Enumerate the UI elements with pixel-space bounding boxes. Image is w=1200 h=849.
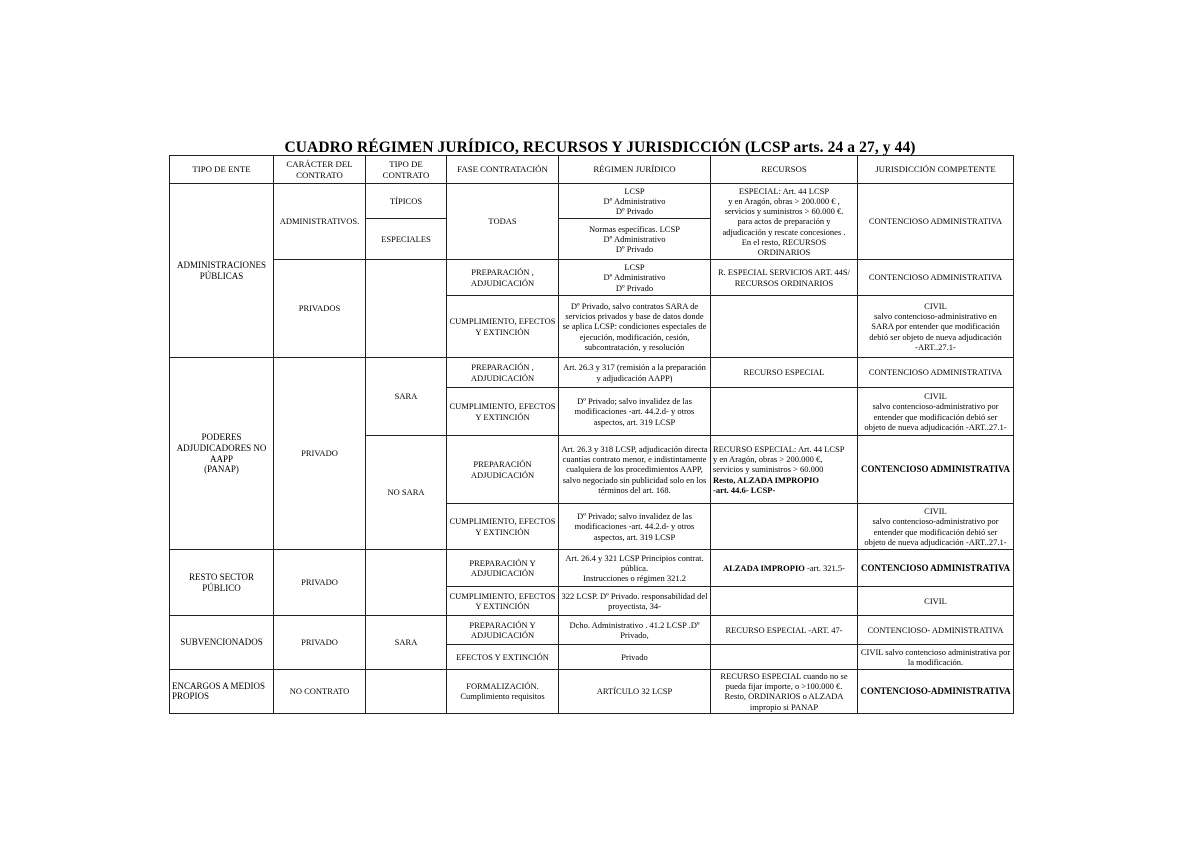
text-line: Dº Administrativo (603, 233, 666, 244)
table-row (170, 550, 1014, 587)
text-line: para actos de preparación y (737, 216, 831, 227)
text-line: Resto, ALZADA IMPROPIO (713, 474, 820, 485)
recursos-empty (711, 587, 858, 616)
regimen-tipicos (559, 184, 711, 219)
fase-formalizacion (447, 670, 559, 714)
jurisdiccion-preparacion: CONTENCIOSO ADMINISTRATIVA (858, 358, 1014, 388)
ente-encargos: ENCARGOS A MEDIOS PROPIOS (170, 670, 274, 714)
text-line: RECURSO ESPECIAL cuando no se (720, 671, 848, 681)
text-line: Resto, ORDINARIOS o ALZADA (724, 691, 844, 702)
recursos-empty (711, 388, 858, 436)
text-line: (PANAP) (204, 464, 239, 475)
header-fase: FASE CONTRATACIÓN (447, 156, 559, 184)
jurisdiccion-preparacion: CONTENCIOSO ADMINISTRATIVA (858, 260, 1014, 296)
regimen-preparacion: Art. 26.3 y 317 (remisión a la preparación y adjudicación AAPP) (559, 358, 711, 388)
tipo-tipicos: TÍPICOS (366, 184, 447, 219)
regimen-cumplimiento: Dº Privado, salvo contratos SARA de servicios privados y base de datos donde se aplica LCSP: condiciones especiales de ejecución, modificación, cesión, subcontratación, y resolución (559, 296, 711, 358)
text-line: servicios y suministros > 60.000 €. (724, 206, 844, 217)
recursos-preparacion: RECURSO ESPECIAL -ART. 47- (711, 616, 858, 645)
fase-todas: TODAS (447, 184, 559, 260)
fase-cumplimiento: CUMPLIMIENTO, EFECTOS Y EXTINCIÓN (447, 504, 559, 550)
fase-preparacion: PREPARACIÓN , ADJUDICACIÓN (447, 358, 559, 388)
text-line: entender que modificación debió ser (873, 411, 998, 422)
text-line: servicios y suministros > 60.000 (713, 464, 824, 475)
text-line: PODERES (201, 431, 242, 442)
jurisdiccion-administrativos: CONTENCIOSO ADMINISTRATIVA (858, 184, 1014, 260)
text-line: CIVIL (924, 301, 947, 312)
text-line: ESPECIAL: Art. 44 LCSP (738, 185, 830, 196)
text-line: objeto de nueva adjudicación -ART..27.1- (864, 421, 1007, 432)
recursos-empty (711, 504, 858, 550)
regimen-efectos: Privado (559, 645, 711, 670)
text-line: pueda fijar importe, o >100.000 €. (725, 681, 843, 692)
fase-cumplimiento: CUMPLIMIENTO, EFECTOS Y EXTINCIÓN (447, 296, 559, 358)
recursos-preparacion: RECURSO ESPECIAL (711, 358, 858, 388)
text-line: debió ser objeto de nueva adjudicación (869, 331, 1002, 342)
header-caracter: CARÁCTER DEL CONTRATO (274, 156, 366, 184)
tipo-empty (366, 260, 447, 358)
regimen-preparacion (559, 550, 711, 587)
regimen-preparacion: Dcho. Administrativo . 41.2 LCSP .Dº Privado, (559, 616, 711, 645)
recursos-bold: ALZADA IMPROPIO (722, 562, 805, 573)
regimen-preparacion (559, 260, 711, 296)
text-line: AAPP (209, 453, 233, 464)
recursos-preparacion (711, 550, 858, 587)
recursos-administrativos (711, 184, 858, 260)
recursos-empty (711, 645, 858, 670)
jurisdiccion-cumplimiento (858, 504, 1014, 550)
recursos-empty (711, 296, 858, 358)
text-line: FORMALIZACIÓN. (466, 681, 539, 692)
text-line: SARA por entender que modificación (871, 321, 1000, 332)
regimen-preparacion: Art. 26.3 y 318 LCSP, adjudicación directa cuantías contrato menor, e indistintamente cualquiera de los procedimientos AAPP, salvo negociado sin publicidad solo en los términos del art. 168. (559, 436, 711, 504)
document-title: CUADRO RÉGIMEN JURÍDICO, RECURSOS Y JURISDICCIÓN (LCSP arts. 24 a 27, y 44) (284, 139, 916, 156)
text-line: -ART..27.1- (915, 341, 956, 352)
jurisdiccion-cumplimiento (858, 388, 1014, 436)
text-line: Normas específicas. LCSP (589, 223, 680, 234)
text-line: RECURSO ESPECIAL: Art. 44 LCSP (713, 444, 845, 455)
caracter-privado: PRIVADO (274, 616, 366, 670)
text-line: Dº Privado (615, 206, 654, 217)
ente-aapp: ADMINISTRACIONES PÚBLICAS (170, 184, 274, 358)
regimen-cumplimiento: Dº Privado; salvo invalidez de las modificaciones -art. 44.2.d- y otros aspectos, art. 319 LCSP (559, 504, 711, 550)
caracter-no-contrato: NO CONTRATO (274, 670, 366, 714)
tipo-sara: SARA (366, 616, 447, 670)
text-line: adjudicación y rescate concesiones . (722, 226, 846, 237)
header-regimen: RÉGIMEN JURÍDICO (559, 156, 711, 184)
table-row (170, 670, 1014, 714)
jurisdiccion-preparacion: CONTENCIOSO ADMINISTRATIVA (858, 436, 1014, 504)
text-line: Dº Privado (615, 282, 654, 293)
text-line: Art. 26.4 y 321 LCSP Principios contrat. pública. (565, 552, 704, 573)
fase-cumplimiento: CUMPLIMIENTO, EFECTOS Y EXTINCIÓN (447, 587, 559, 616)
table-row (170, 184, 1014, 219)
text-line: y en Aragón, obras > 200.000 € , (728, 196, 840, 207)
regimen-table (169, 155, 1014, 714)
text-line: LCSP (624, 185, 645, 196)
text-line: ADJUDICADORES NO (176, 442, 267, 453)
text-line: ORDINARIOS (757, 246, 811, 257)
table-row (170, 358, 1014, 388)
fase-preparacion: PREPARACIÓN , ADJUDICACIÓN (447, 260, 559, 296)
jurisdiccion-efectos: CIVIL salvo contencioso administrativa por la modificación. (858, 645, 1014, 670)
table-row (170, 616, 1014, 645)
fase-preparacion: PREPARACIÓN ADJUDICACIÓN (447, 436, 559, 504)
tipo-no-sara: NO SARA (366, 436, 447, 550)
jurisdiccion-encargos: CONTENCIOSO-ADMINISTRATIVA (858, 670, 1014, 714)
recursos-encargos (711, 670, 858, 714)
header-recursos: RECURSOS (711, 156, 858, 184)
text-line: Instrucciones o régimen 321.2 (583, 573, 686, 584)
header-tipo-ente: TIPO DE ENTE (170, 156, 274, 184)
caracter-administrativos: ADMINISTRATIVOS. (274, 184, 366, 260)
text-line: entender que modificación debió ser (873, 526, 998, 537)
text-line: salvo contencioso-administrativo por (872, 516, 999, 527)
fase-efectos: EFECTOS Y EXTINCIÓN (447, 645, 559, 670)
caracter-privados: PRIVADOS (274, 260, 366, 358)
recursos-rest: -art. 321.5- (804, 562, 846, 573)
caracter-privado: PRIVADO (274, 550, 366, 616)
jurisdiccion-preparacion: CONTENCIOSO- ADMINISTRATIVA (858, 616, 1014, 645)
header-tipo-contrato: TIPO DE CONTRATO (366, 156, 447, 184)
tipo-sara: SARA (366, 358, 447, 436)
tipo-empty (366, 670, 447, 714)
header-jurisdiccion: JURISDICCIÓN COMPETENTE (858, 156, 1014, 184)
fase-preparacion: PREPARACIÓN Y ADJUDICACIÓN (447, 550, 559, 587)
recursos-preparacion (711, 260, 858, 296)
regimen-encargos: ARTÍCULO 32 LCSP (559, 670, 711, 714)
text-line: impropio si PANAP (749, 701, 819, 712)
jurisdiccion-cumplimiento: CIVIL (858, 587, 1014, 616)
jurisdiccion-cumplimiento (858, 296, 1014, 358)
text-line: R. ESPECIAL SERVICIOS ART. 44S/ (718, 267, 850, 278)
fase-cumplimiento: CUMPLIMIENTO, EFECTOS Y EXTINCIÓN (447, 388, 559, 436)
regimen-especiales (559, 219, 711, 260)
text-line: Dº Administrativo (603, 195, 666, 206)
table-row (170, 260, 1014, 296)
regimen-cumplimiento: Dº Privado; salvo invalidez de las modificaciones -art. 44.2.d- y otros aspectos, art. 319 LCSP (559, 388, 711, 436)
text-line: LCSP (624, 262, 645, 273)
text-line: RECURSOS ORDINARIOS (734, 277, 834, 288)
ente-subvencionados: SUBVENCIONADOS (170, 616, 274, 670)
recursos-preparacion (711, 436, 858, 504)
text-line: Dº Administrativo (603, 272, 666, 283)
regimen-cumplimiento: 322 LCSP. Dº Privado. responsabilidad del proyectista, 34- (559, 587, 711, 616)
caracter-privado: PRIVADO (274, 358, 366, 550)
text-line: CIVIL (924, 391, 947, 402)
text-line: objeto de nueva adjudicación -ART..27.1- (864, 536, 1007, 547)
text-line: -art. 44.6- LCSP- (713, 484, 776, 495)
text-line: En el resto, RECURSOS (741, 236, 827, 247)
header-row (170, 156, 1014, 184)
text-line: salvo contencioso-administrativo por (872, 401, 999, 412)
ente-panap (170, 358, 274, 550)
fase-preparacion: PREPARACIÓN Y ADJUDICACIÓN (447, 616, 559, 645)
ente-resto: RESTO SECTOR PÚBLICO (170, 550, 274, 616)
tipo-especiales: ESPECIALES (366, 219, 447, 260)
text-line: salvo contencioso-administrativo en (874, 311, 997, 322)
text-line: Cumplimiento requisitos (460, 691, 545, 702)
jurisdiccion-preparacion: CONTENCIOSO ADMINISTRATIVA (858, 550, 1014, 587)
tipo-empty (366, 550, 447, 616)
text-line: Dº Privado (615, 244, 654, 255)
text-line: CIVIL (924, 506, 947, 517)
text-line: y en Aragón, obras > 200.000 €, (713, 454, 823, 465)
